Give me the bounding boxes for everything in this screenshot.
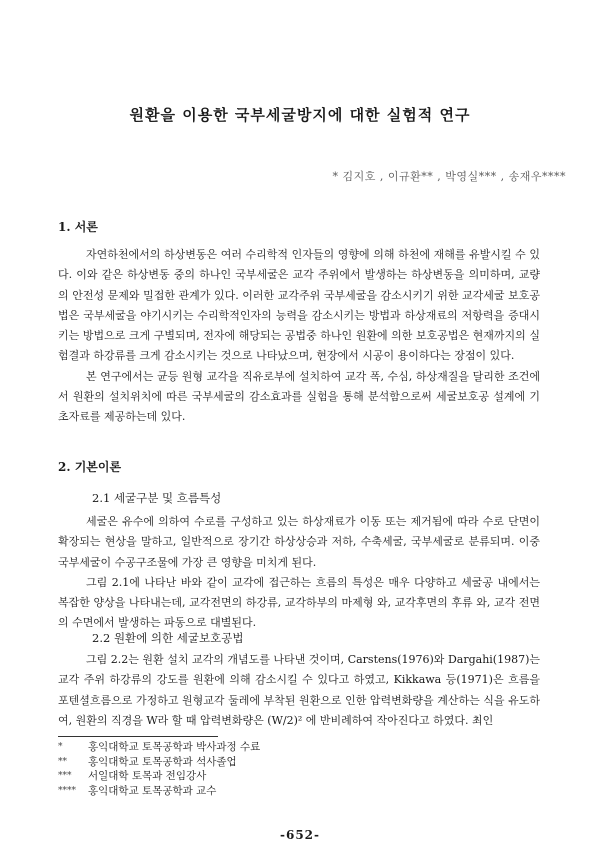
subsection-2-2-body [58,650,540,731]
footnote-mark: **** [58,785,76,796]
subsection-heading-2-2: 2.2 원환에 의한 세굴보호공법 [92,631,244,645]
footnote-mark: *** [58,771,72,781]
footnote-text: 홍익대학교 토목공학과 박사과정 수료 [88,741,261,753]
footnote [58,784,478,799]
subsection-2-1-body [58,512,540,634]
paragraph: 그림 2.1에 나타난 바와 같이 교각에 접근하는 흐름의 특성은 매우 다양하고 세굴공 내에서는 복잡한 양상을 나타내는데, 교각전면의 하강류, 교각하부의 마제형 와, 교각후면의 후류 와, 교각 전면의 수면에서 발생하는 파동으로 대별된다. [58,575,540,630]
footnote [58,769,478,784]
paragraph: 세굴은 유수에 의하여 수로를 구성하고 있는 하상재료가 이동 또는 제거됨에 따라 수로 단면이 확장되는 현상을 말하고, 일반적으로 장기간 하상상승과 저하, 수축세굴, 국부세굴로 분류되며. 이중 국부세굴이 수공구조물에 가장 큰 영향을 미치게 된다. [58,515,540,569]
footnote-divider [58,736,218,737]
footnote [58,740,478,755]
section-intro-body [58,245,540,428]
author-list: * 김지호 , 이규환** , 박영실*** , 송재우**** [332,170,566,183]
footnote [58,755,478,770]
section-heading-theory: 2. 기본이론 [58,460,122,474]
footnote-mark: ** [58,756,67,767]
footnote-text: 홍익대학교 토목공학과 교수 [88,784,217,797]
footnotes [58,740,478,798]
footnote-text: 서일대학 토목과 전임강사 [88,770,207,782]
paper-title: 원환을 이용한 국부세굴방지에 대한 실험적 연구 [129,106,471,124]
footnote-mark: * [58,742,63,752]
subsection-heading-2-1: 2.1 세굴구분 및 흐름특성 [92,491,222,505]
page-number: -652- [279,828,320,842]
section-heading-intro: 1. 서론 [58,220,98,234]
paragraph: 자연하천에서의 하상변동은 여러 수리학적 인자들의 영향에 의해 하천에 재해를 유발시킬 수 있다. 이와 같은 하상변동 중의 하나인 국부세굴은 교각 주위에서 발생하는 하상변동을 의미하며, 교량의 안전성 문제와 밀접한 관계가 있다. 이러한 교각주위 국부세굴을 감소시키기 위한 교각세굴 보호공법은 국부세굴을 야기시키는 수리학적인자의 능력을 감소시키는 방법과 하상재료의 저항력을 증대시키는 방법으로 크게 구별되며, 전자에 해당되는 공법중 하나인 원환에 의한 보호공법은 현재까지의 실험결과 하강류를 크게 감소시키는 것으로 나타났으며, 현장에서 시공이 용이하다는 장점이 있다. [58,248,540,363]
footnote-text: 홍익대학교 토목공학과 석사졸업 [88,755,237,768]
paragraph: 본 연구에서는 균등 원형 교각을 직유로부에 설치하여 교각 폭, 수심, 하상재질을 달리한 조건에서 원환의 설치위치에 따른 국부세굴의 감소효과를 실험을 통해 분석함으로써 세굴보호공 설계에 기초자료를 제공하는데 있다. [58,369,540,424]
paragraph: 그림 2.2는 원환 설치 교각의 개념도를 나타낸 것이며, Carstens(1976)와 Dargahi(1987)는 교각 주위 하강류의 강도를 원환에 의해 감소시킬 수 있다고 하였고, Kikkawa 등(1971)은 흐름을 포텐셜흐름으로 가정하고 원형교각 둘레에 부착된 원환으로 인한 압력변화량을 계산하는 식을 유도하여, 원환의 직경을 W라 할 때 압력변화량은 (W/2)² 에 반비례하여 작아진다고 하였다. 최인 [58,653,540,727]
